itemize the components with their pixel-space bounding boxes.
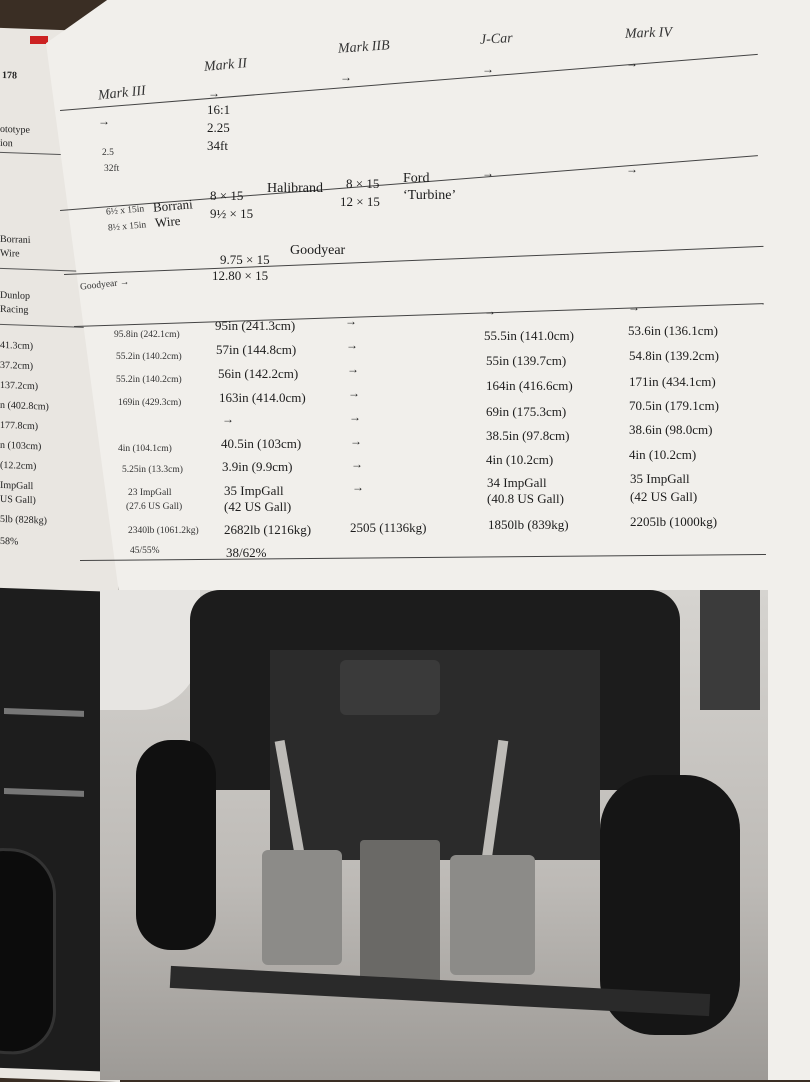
cell: 55.2in (140.2cm) [116, 375, 182, 385]
cell: 3.9in (9.9cm) [222, 459, 293, 474]
cell: 23 ImpGall [128, 488, 172, 498]
cell: 2.5 [102, 148, 114, 158]
cell: (40.8 US Gall) [487, 491, 564, 506]
arrow: → [98, 114, 110, 128]
left-text: 37.2cm) [0, 359, 34, 373]
cell: 2682lb (1216kg) [224, 522, 312, 537]
cell: 45/55% [130, 546, 160, 556]
cell: 16:1 [207, 102, 231, 117]
left-text: n (103cm) [0, 439, 42, 453]
cell: 8 × 15 [210, 188, 244, 203]
cell: 53.6in (136.1cm) [628, 323, 718, 338]
cell: 69in (175.3cm) [486, 404, 567, 419]
cell: 57in (144.8cm) [216, 342, 297, 357]
cell: 163in (414.0cm) [219, 390, 306, 405]
cell: 9½ × 15 [210, 206, 254, 221]
left-text: US Gall) [0, 493, 36, 507]
cell: 12.80 × 15 [212, 268, 269, 283]
left-text: 41.3cm) [0, 339, 34, 353]
cell: 2205lb (1000kg) [630, 514, 718, 529]
cell: 9.75 × 15 [220, 252, 270, 267]
cell: 38.5in (97.8cm) [486, 428, 570, 443]
cell: 55.2in (140.2cm) [116, 352, 182, 362]
cell: Goodyear → [79, 277, 130, 293]
cell: 35 ImpGall [224, 483, 284, 498]
header-mark2: Mark II [203, 56, 248, 75]
header-mark4: Mark IV [624, 25, 673, 42]
arrow: → [349, 410, 361, 424]
left-text: (12.2cm) [0, 459, 37, 473]
cell: 2505 (1136kg) [350, 520, 427, 535]
cell: Goodyear [290, 243, 346, 258]
table-rule [64, 246, 763, 275]
cell: 35 ImpGall [630, 471, 690, 486]
cell: 1850lb (839kg) [488, 517, 569, 532]
arrow: → [340, 70, 352, 84]
cell: 34 ImpGall [487, 475, 547, 490]
left-text: 177.8cm) [0, 419, 39, 433]
cell: 169in (429.3cm) [118, 398, 182, 408]
left-text: Dunlop [0, 289, 30, 302]
cell: 55in (139.7cm) [486, 353, 567, 368]
cell: 8 × 15 [346, 176, 380, 191]
arrow: → [350, 434, 362, 448]
cell: 171in (434.1cm) [629, 374, 716, 389]
arrow: → [222, 412, 234, 426]
left-text: ImpGall [0, 479, 34, 493]
left-text: 5lb (828kg) [0, 513, 47, 527]
left-text: Wire [0, 247, 20, 260]
cell: 40.5in (103cm) [221, 436, 302, 451]
arrow: → [352, 480, 364, 494]
arrow: → [628, 300, 640, 314]
arrow: → [351, 457, 363, 471]
cell: 4in (10.2cm) [486, 452, 554, 467]
cell: Wire [154, 212, 182, 231]
cell: 5.25in (13.3cm) [122, 465, 183, 475]
cell: 54.8in (139.2cm) [629, 348, 719, 363]
cell: Borrani [152, 196, 194, 215]
header-jcar: J-Car [479, 31, 514, 48]
cell: 38/62% [226, 545, 267, 560]
arrow: → [208, 86, 220, 100]
left-text: Racing [0, 303, 29, 316]
cell: 12 × 15 [340, 194, 380, 209]
cell: 95.8in (242.1cm) [114, 330, 180, 340]
cell: (27.6 US Gall) [126, 502, 183, 512]
arrow: → [626, 56, 638, 70]
header-mark2b: Mark IIB [337, 38, 391, 57]
arrow: → [484, 304, 496, 318]
cell: 70.5in (179.1cm) [629, 398, 719, 413]
cell: 56in (142.2cm) [218, 366, 299, 381]
left-text: Borrani [0, 233, 31, 246]
cell: Halibrand [267, 181, 323, 196]
left-text: ototype [0, 123, 30, 136]
cell: (42 US Gall) [630, 489, 698, 504]
arrow: → [348, 386, 360, 400]
cell: 6½ x 15in [105, 204, 145, 218]
left-text: 58% [0, 535, 19, 548]
cell: 8½ x 15in [107, 220, 147, 234]
arrow: → [482, 62, 494, 76]
header-mark3: Mark III [97, 83, 147, 104]
cell: 4in (10.2cm) [629, 447, 697, 462]
left-text: 137.2cm) [0, 379, 39, 393]
cell: 95in (241.3cm) [215, 318, 296, 333]
left-text: ion [0, 137, 13, 150]
cell: 34ft [207, 138, 228, 153]
cell: 2.25 [207, 120, 230, 135]
cell: (42 US Gall) [224, 499, 292, 514]
arrow: → [626, 162, 638, 176]
cell: Ford [403, 171, 430, 186]
left-photo [0, 588, 100, 1071]
cell: 4in (104.1cm) [118, 444, 172, 454]
arrow: → [346, 338, 358, 352]
cell: 2340lb (1061.2kg) [128, 526, 199, 536]
engine-bay-photo [100, 590, 768, 1080]
arrow: → [347, 362, 359, 376]
cell: 164in (416.6cm) [486, 378, 573, 393]
cell: 32ft [104, 164, 120, 174]
cell: 55.5in (141.0cm) [484, 328, 574, 343]
left-text: n (402.8cm) [0, 399, 49, 413]
table-rule [80, 554, 766, 561]
arrow: → [482, 166, 494, 180]
cell: 38.6in (98.0cm) [629, 422, 713, 437]
arrow: → [345, 314, 357, 328]
table-rule [60, 54, 758, 111]
cell: ‘Turbine’ [403, 188, 457, 203]
page-number: 178 [2, 69, 17, 82]
